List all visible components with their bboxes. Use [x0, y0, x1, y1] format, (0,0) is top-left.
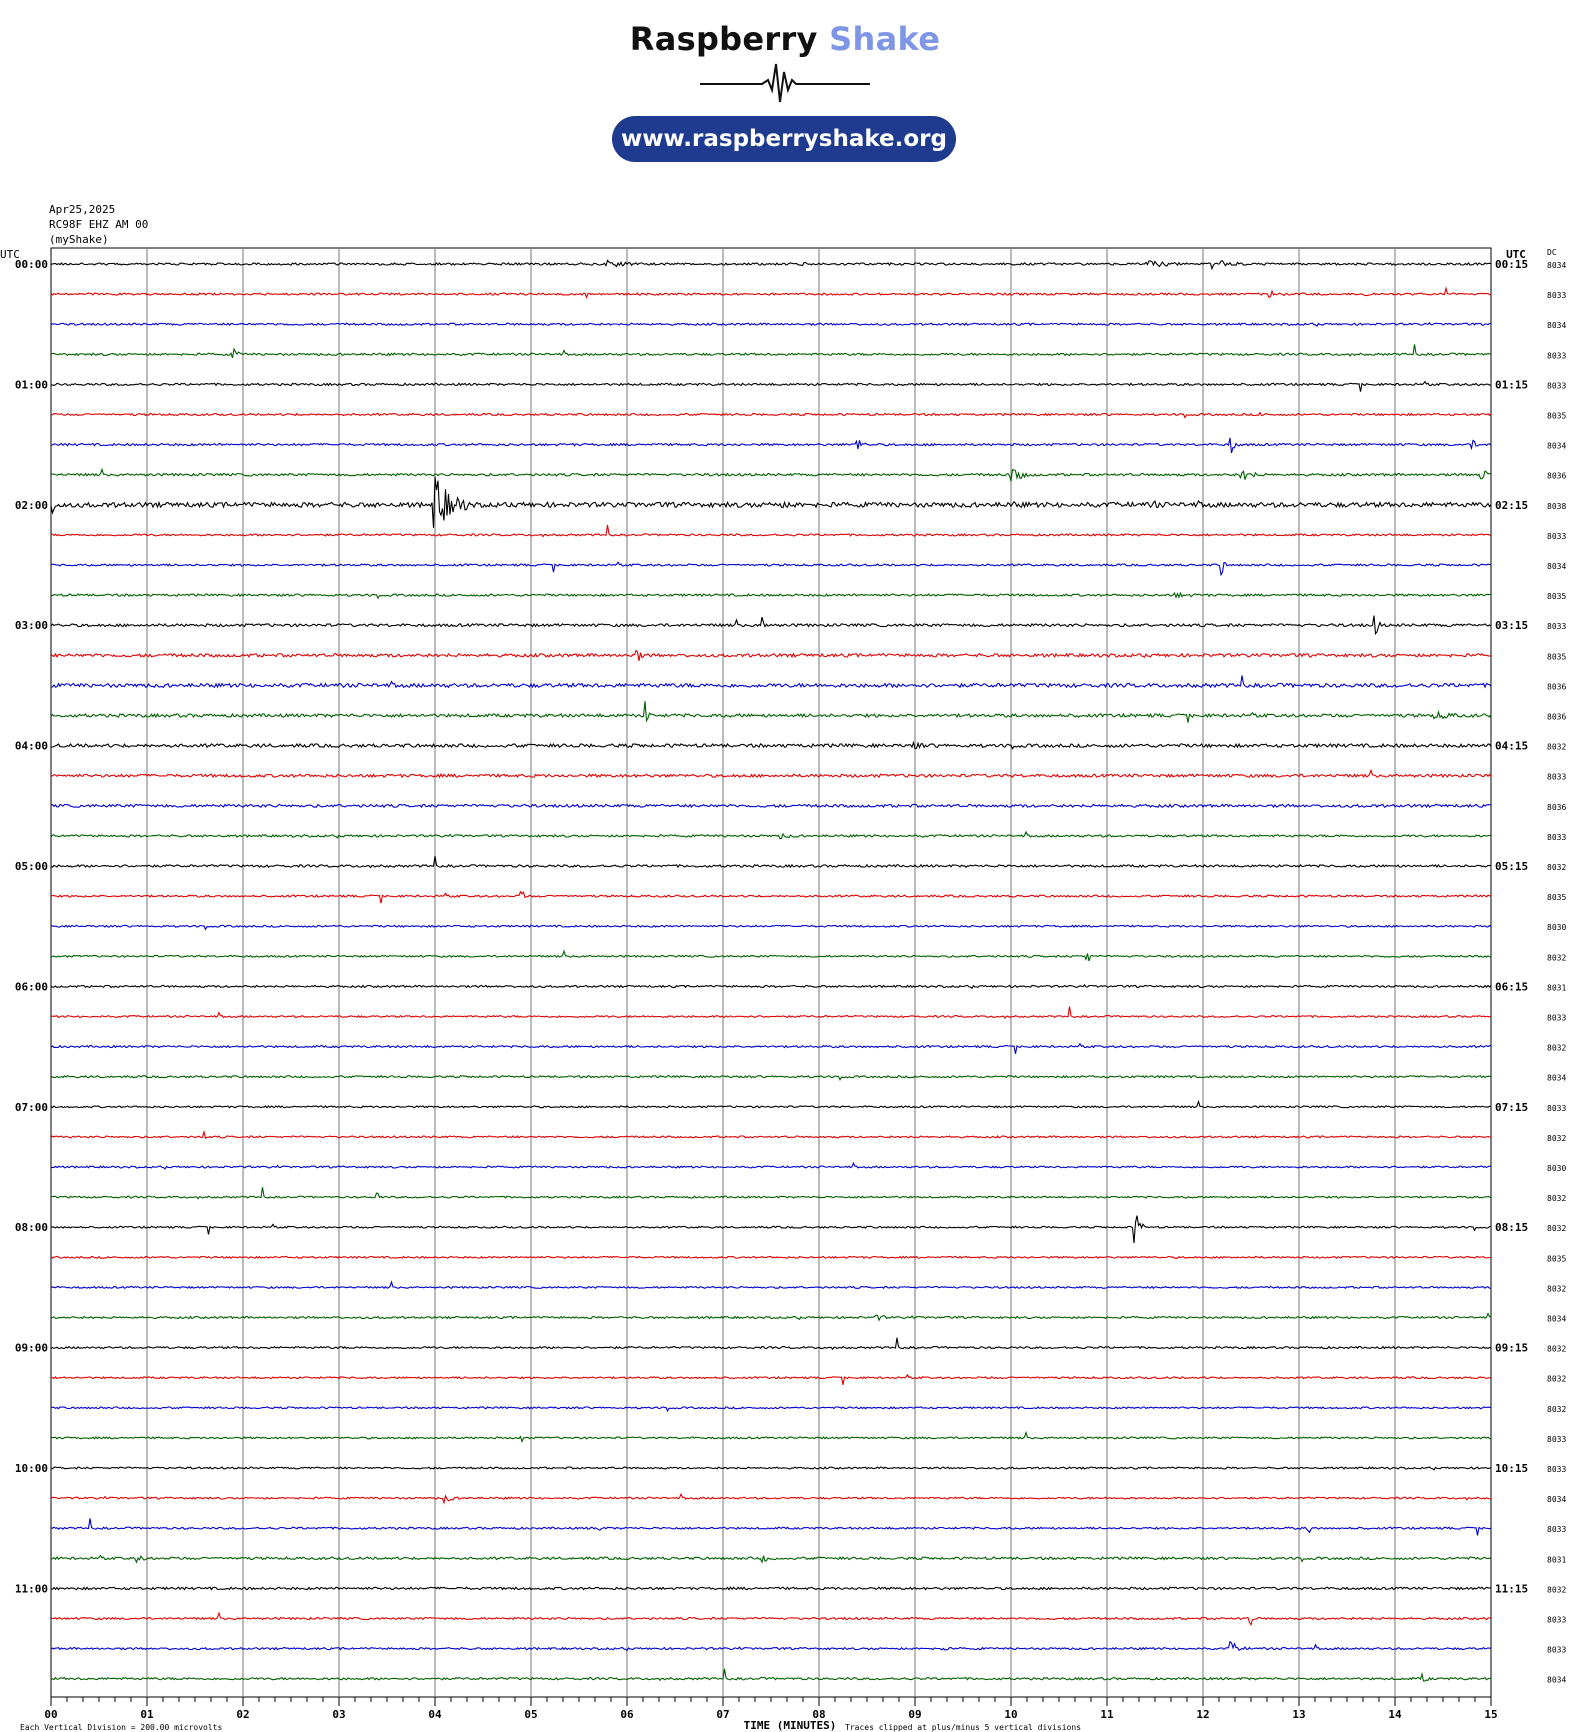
dc-offset-value: 8032 — [1547, 1374, 1567, 1384]
seismogram-trace — [51, 1076, 1491, 1080]
brand-name-part2: Shake — [829, 20, 941, 58]
x-tick-label: 05 — [524, 1708, 538, 1721]
dc-offset-value: 8034 — [1547, 562, 1567, 571]
seismogram-trace — [51, 832, 1491, 839]
dc-offset-value: 8032 — [1547, 953, 1567, 963]
dc-offset-value: 8032 — [1547, 1224, 1567, 1234]
seismogram-trace — [51, 1433, 1491, 1442]
seismogram-trace — [51, 382, 1491, 392]
seismogram-trace — [51, 925, 1491, 929]
seismogram-trace — [51, 260, 1491, 268]
seismogram-trace — [51, 985, 1491, 988]
hour-label-right: 00:15 — [1495, 258, 1529, 271]
station-code: RC98F EHZ AM 00 — [49, 218, 149, 231]
seismogram-trace — [51, 1375, 1491, 1385]
dc-offset-value: 8032 — [1547, 1194, 1567, 1204]
x-tick-label: 10 — [1004, 1708, 1018, 1721]
dc-offset-value: 8035 — [1547, 893, 1567, 903]
seismogram-trace — [51, 804, 1491, 807]
data-source: (myShake) — [49, 233, 109, 246]
left-axis-header: UTC — [0, 248, 20, 261]
x-tick-label: 01 — [140, 1708, 154, 1721]
dc-offset-value: 8032 — [1547, 1133, 1567, 1143]
dc-offset-value: 8033 — [1547, 1013, 1567, 1023]
dc-header: DC — [1547, 248, 1557, 257]
dc-offset-value: 8033 — [1547, 1103, 1567, 1113]
seismogram-trace — [51, 1044, 1491, 1054]
dc-offset-value: 8033 — [1547, 1645, 1567, 1655]
x-tick-label: 00 — [44, 1708, 58, 1721]
seismogram-trace — [51, 323, 1491, 326]
dc-offset-value: 8033 — [1547, 622, 1567, 632]
dc-offset-value: 8033 — [1547, 1615, 1567, 1625]
dc-offset-value: 8033 — [1547, 772, 1567, 782]
seismogram-trace — [51, 1669, 1491, 1681]
x-tick-label: 14 — [1388, 1708, 1402, 1721]
right-axis-header: UTC — [1506, 248, 1526, 261]
seismogram-trace — [51, 856, 1491, 868]
hour-label-left: 11:00 — [14, 1582, 48, 1596]
hour-label-right: 11:15 — [1495, 1582, 1529, 1596]
seismogram-trace — [51, 892, 1491, 904]
dc-offset-value: 8032 — [1547, 1043, 1567, 1053]
seismogram-trace — [51, 1187, 1491, 1199]
plot-frame — [51, 248, 1491, 1697]
hour-label-left: 05:00 — [14, 860, 48, 873]
dc-offset-value: 8038 — [1547, 501, 1567, 511]
hour-label-left: 10:00 — [14, 1462, 48, 1475]
seismogram-trace — [51, 1613, 1491, 1625]
dc-offset-value: 8033 — [1547, 1525, 1567, 1535]
website-url-badge[interactable]: www.raspberryshake.org — [612, 116, 956, 162]
seismogram-trace — [51, 288, 1491, 297]
dc-offset-value: 8034 — [1547, 441, 1567, 451]
clip-note: Traces clipped at plus/minus 5 vertical divisions — [845, 1723, 1082, 1732]
vertical-scale-note: Each Vertical Division = 200.00 microvolts — [20, 1723, 223, 1732]
hour-label-right: 01:15 — [1495, 378, 1529, 392]
dc-offset-value: 8033 — [1547, 832, 1567, 842]
dc-offset-value: 8032 — [1547, 742, 1567, 752]
seismogram-trace — [51, 743, 1491, 749]
hour-label-right: 07:15 — [1495, 1100, 1529, 1114]
hour-label-left: 02:00 — [14, 498, 48, 512]
dc-offset-value: 8035 — [1547, 1254, 1567, 1264]
hour-label-left: 03:00 — [14, 619, 48, 633]
seismogram-trace — [51, 1102, 1491, 1108]
x-axis-label: TIME (MINUTES) — [743, 1719, 837, 1732]
seismogram-trace — [51, 1163, 1491, 1169]
dc-offset-value: 8036 — [1547, 712, 1567, 722]
seismogram-trace — [51, 676, 1491, 688]
x-tick-label: 03 — [332, 1708, 346, 1721]
dc-offset-value: 8034 — [1547, 1495, 1567, 1505]
plot-date: Apr25,2025 — [49, 203, 116, 216]
dc-offset-value: 8033 — [1547, 381, 1567, 391]
seismogram-trace — [51, 1314, 1491, 1321]
dc-offset-value: 8032 — [1547, 1344, 1567, 1354]
seismogram-trace — [51, 438, 1491, 453]
seismogram-trace — [51, 1407, 1491, 1411]
seismogram-trace — [51, 951, 1491, 961]
seismogram-trace — [51, 770, 1491, 777]
dc-offset-value: 8033 — [1547, 291, 1567, 301]
dc-offset-value: 8033 — [1547, 351, 1567, 361]
dc-offset-value: 8031 — [1547, 1555, 1567, 1565]
seismogram-trace — [51, 616, 1491, 634]
seismogram-trace — [51, 1132, 1491, 1138]
seismogram-trace — [51, 1518, 1491, 1535]
hour-label-right: 03:15 — [1495, 619, 1529, 633]
hour-label-left: 06:00 — [14, 980, 48, 994]
seismogram-trace — [51, 469, 1491, 481]
seismogram-trace — [51, 1216, 1491, 1243]
dc-offset-value: 8033 — [1547, 1434, 1567, 1444]
seismogram-trace — [51, 1282, 1491, 1288]
seismogram-trace — [51, 1556, 1491, 1563]
x-tick-label: 12 — [1196, 1708, 1210, 1721]
dc-offset-value: 8036 — [1547, 471, 1567, 481]
dc-offset-value: 8034 — [1547, 321, 1567, 331]
dc-offset-value: 8030 — [1547, 1164, 1567, 1173]
seismogram-trace — [51, 593, 1491, 598]
dc-offset-value: 8035 — [1547, 411, 1567, 421]
seismogram-trace — [51, 1007, 1491, 1019]
hour-label-right: 04:15 — [1495, 739, 1529, 753]
seismogram-trace — [51, 1467, 1491, 1470]
x-tick-label: 07 — [716, 1708, 730, 1721]
hour-label-right: 05:15 — [1495, 860, 1529, 873]
hour-label-right: 02:15 — [1495, 498, 1529, 512]
hour-label-left: 09:00 — [14, 1341, 48, 1355]
seismogram-trace — [51, 525, 1491, 537]
dc-offset-value: 8034 — [1547, 1675, 1567, 1685]
seismogram-trace — [51, 562, 1491, 575]
x-tick-label: 04 — [428, 1708, 442, 1721]
x-tick-label: 08 — [812, 1708, 826, 1721]
dc-offset-value: 8032 — [1547, 863, 1567, 872]
seismogram-trace — [51, 1256, 1491, 1258]
dc-offset-value: 8033 — [1547, 1465, 1567, 1474]
dc-offset-value: 8036 — [1547, 682, 1567, 692]
dc-offset-value: 8034 — [1547, 1314, 1567, 1324]
x-tick-label: 15 — [1484, 1708, 1498, 1721]
x-tick-label: 11 — [1100, 1708, 1114, 1721]
seismogram-trace — [51, 1587, 1491, 1589]
hour-label-left: 04:00 — [14, 739, 48, 753]
hour-label-right: 06:15 — [1495, 980, 1529, 994]
x-tick-label: 13 — [1292, 1708, 1306, 1721]
seismogram-trace — [51, 1338, 1491, 1350]
dc-offset-value: 8032 — [1547, 1585, 1567, 1595]
seismogram-trace — [51, 413, 1491, 418]
dc-offset-value: 8036 — [1547, 802, 1567, 812]
dc-offset-value: 8035 — [1547, 592, 1567, 602]
dc-offset-value: 8034 — [1547, 261, 1567, 270]
dc-offset-value: 8034 — [1547, 1073, 1567, 1083]
dc-offset-value: 8032 — [1547, 1404, 1567, 1414]
x-tick-label: 09 — [908, 1708, 922, 1721]
hour-label-left: 07:00 — [14, 1100, 48, 1114]
seismogram-trace — [51, 344, 1491, 358]
x-tick-label: 02 — [236, 1708, 250, 1721]
hour-label-right: 08:15 — [1495, 1221, 1529, 1235]
seismogram-trace — [51, 1494, 1491, 1503]
hour-label-left: 08:00 — [14, 1221, 48, 1235]
dc-offset-value: 8035 — [1547, 652, 1567, 662]
hour-label-left: 01:00 — [14, 378, 48, 392]
seismogram-trace — [51, 701, 1491, 723]
dc-offset-value: 8032 — [1547, 1284, 1567, 1294]
dc-offset-value: 8033 — [1547, 531, 1567, 541]
seismogram-trace — [51, 651, 1491, 661]
seismogram-trace — [51, 1642, 1491, 1651]
x-tick-label: 06 — [620, 1708, 634, 1721]
dc-offset-value: 8031 — [1547, 983, 1567, 993]
brand-name-part1: Raspberry — [629, 20, 818, 58]
hour-label-right: 10:15 — [1495, 1462, 1529, 1475]
seismogram-trace — [51, 477, 1491, 528]
dc-offset-value: 8030 — [1547, 923, 1567, 933]
hour-label-right: 09:15 — [1495, 1341, 1529, 1355]
hour-label-left: 00:00 — [14, 258, 48, 271]
